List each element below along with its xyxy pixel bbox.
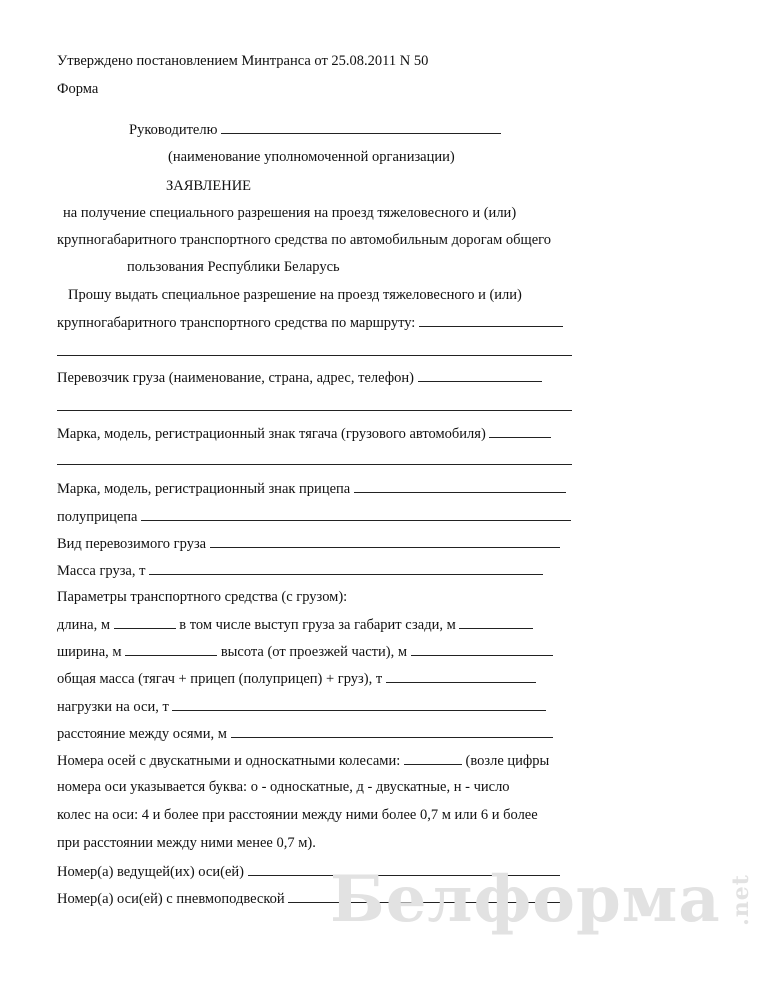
tractor-row xyxy=(57,424,551,443)
title-line-3: пользования Республики Беларусь xyxy=(127,259,340,275)
approval-note: Утверждено постановлением Минтранса от 25.08.2011 N 50 xyxy=(57,53,429,69)
height-blank[interactable] xyxy=(411,642,553,656)
carrier-blank[interactable] xyxy=(418,368,542,382)
axle-distance-row xyxy=(57,724,553,743)
axles-row-1 xyxy=(57,751,549,770)
axle-loads-label: нагрузки на оси, т xyxy=(57,699,169,715)
form-label: Форма xyxy=(57,81,99,97)
total-mass-label: общая масса (тягач + прицеп (полуприцеп) + груз), т xyxy=(57,671,383,687)
carrier-label: Перевозчик груза (наименование, страна, адрес, телефон) xyxy=(57,370,414,386)
tractor-blank[interactable] xyxy=(489,424,551,438)
carrier-line[interactable] xyxy=(57,410,572,411)
tractor-line[interactable] xyxy=(57,464,572,465)
length-label: длина, м xyxy=(57,617,110,633)
cargo-type-row xyxy=(57,534,560,553)
axles-row-2: номера оси указывается буква: о - односкатные, д - двускатные, н - число xyxy=(57,779,510,795)
cargo-mass-blank[interactable] xyxy=(149,561,543,575)
overhang-label: в том числе выступ груза за габарит сзади, м xyxy=(179,617,456,633)
axles-row-3: колес на оси: 4 и более при расстоянии между ними более 0,7 м или 6 и более xyxy=(57,807,538,823)
organization-hint: (наименование уполномоченной организации) xyxy=(168,149,455,165)
carrier-row xyxy=(57,368,542,387)
trailer-row xyxy=(57,479,566,498)
total-mass-row xyxy=(57,669,536,688)
watermark-suffix: .net xyxy=(727,874,754,926)
title-line-1: на получение специального разрешения на проезд тяжеловесного и (или) xyxy=(63,205,517,221)
route-line[interactable] xyxy=(57,355,572,356)
cargo-type-blank[interactable] xyxy=(210,534,560,548)
axle-loads-blank[interactable] xyxy=(172,697,546,711)
addressee-label: Руководителю xyxy=(129,122,218,138)
trailer-label: Марка, модель, регистрационный знак прицепа xyxy=(57,481,351,497)
semitrailer-row xyxy=(57,507,571,526)
request-line-2 xyxy=(57,313,563,332)
params-title: Параметры транспортного средства (с грузом): xyxy=(57,589,348,605)
cargo-type-label: Вид перевозимого груза xyxy=(57,536,207,552)
axles-row-4: при расстоянии между ними менее 0,7 м). xyxy=(57,835,316,851)
trailer-blank[interactable] xyxy=(354,479,566,493)
tractor-label: Марка, модель, регистрационный знак тягача (грузового автомобиля) xyxy=(57,426,486,442)
belforma-watermark xyxy=(330,862,773,937)
request-line-1: Прошу выдать специальное разрешение на проезд тяжеловесного и (или) xyxy=(68,287,522,303)
route-label: крупногабаритного транспортного средства по маршруту: xyxy=(57,315,416,331)
axles-label: Номера осей с двускатными и односкатными колесами: xyxy=(57,753,401,769)
addressee-line xyxy=(129,120,501,139)
height-label: высота (от проезжей части), м xyxy=(220,644,407,660)
cargo-mass-row xyxy=(57,561,543,580)
addressee-blank[interactable] xyxy=(221,120,501,134)
document-title: ЗАЯВЛЕНИЕ xyxy=(166,178,252,194)
width-row xyxy=(57,642,553,661)
pneumatic-label: Номер(а) оси(ей) с пневмоподвеской xyxy=(57,891,285,907)
width-blank[interactable] xyxy=(125,642,217,656)
watermark-brand: Белформа xyxy=(330,862,721,937)
axles-blank[interactable] xyxy=(404,751,462,765)
axle-distance-blank[interactable] xyxy=(231,724,553,738)
length-row xyxy=(57,615,533,634)
width-label: ширина, м xyxy=(57,644,122,660)
drive-axles-label: Номер(а) ведущей(их) оси(ей) xyxy=(57,864,244,880)
overhang-blank[interactable] xyxy=(459,615,533,629)
axle-distance-label: расстояние между осями, м xyxy=(57,726,227,742)
length-blank[interactable] xyxy=(114,615,176,629)
title-line-2: крупногабаритного транспортного средства по автомобильным дорогам общего xyxy=(57,232,551,248)
semitrailer-label: полуприцепа xyxy=(57,509,138,525)
axles-note-start: (возле цифры xyxy=(465,753,550,769)
semitrailer-blank[interactable] xyxy=(141,507,571,521)
cargo-mass-label: Масса груза, т xyxy=(57,563,146,579)
total-mass-blank[interactable] xyxy=(386,669,536,683)
route-blank[interactable] xyxy=(419,313,563,327)
axle-loads-row xyxy=(57,697,546,716)
